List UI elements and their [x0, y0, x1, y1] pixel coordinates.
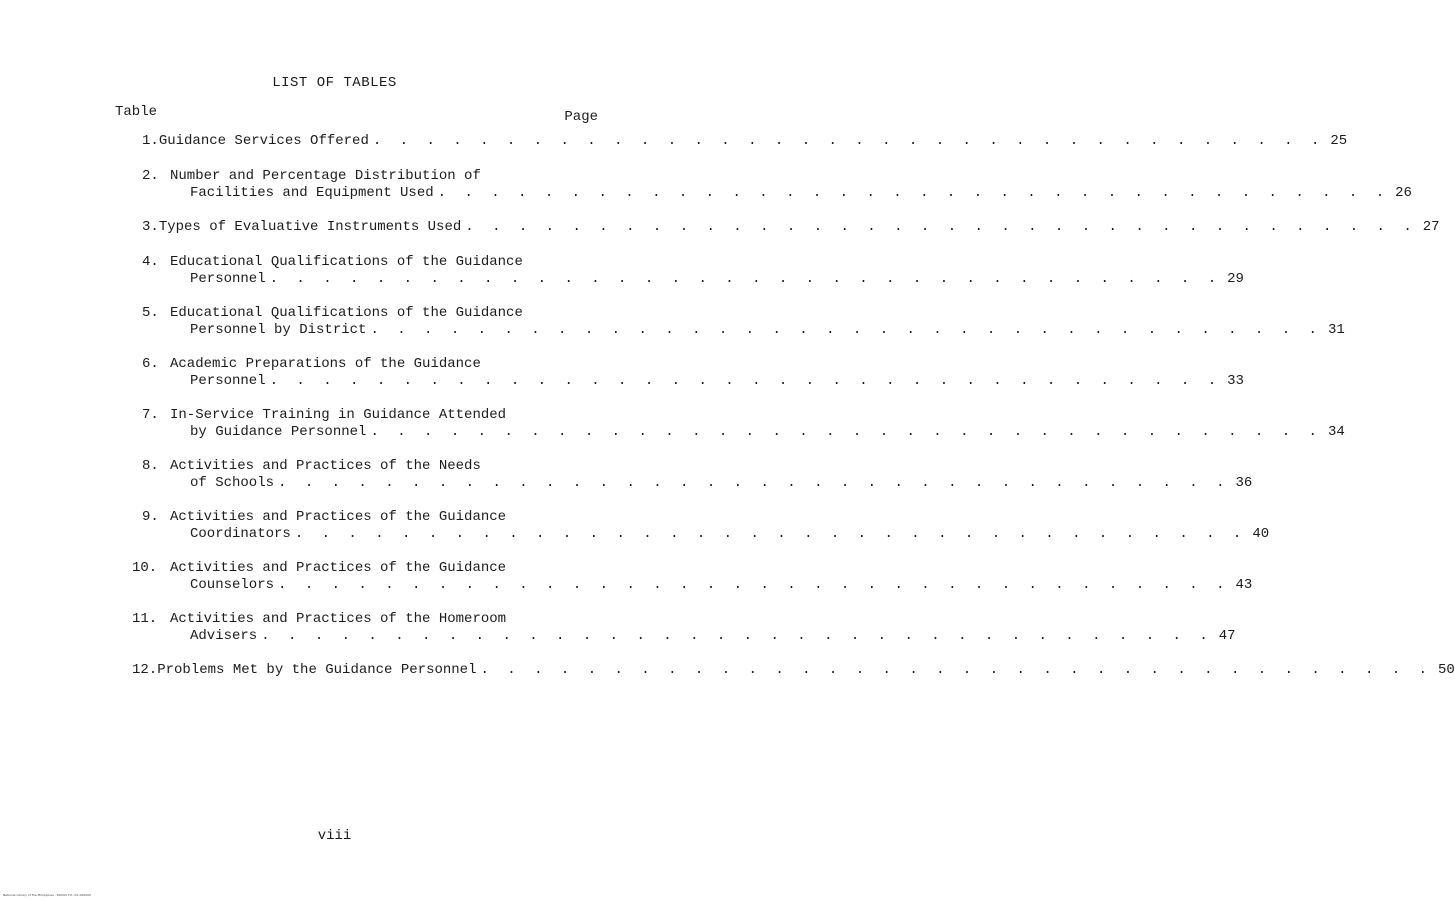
table-title-continued: of Schools: [190, 475, 275, 491]
toc-entry: [142, 407, 1345, 441]
dot-leader: . . . . . . . . . . . . . . . . . . . . . . . . . . . . . . . . . . . .: [480, 662, 1432, 678]
page-reference: 50: [1437, 662, 1455, 678]
table-title: Activities and Practices of the Guidance: [170, 560, 507, 576]
table-number: 2.: [142, 168, 159, 184]
page-column-header: Page: [564, 109, 598, 125]
table-number: 6.: [142, 356, 159, 372]
table-title: Academic Preparations of the Guidance: [170, 356, 481, 372]
toc-entry: [142, 168, 1412, 202]
table-number: 1.: [142, 133, 159, 149]
table-title-continued: Personnel: [190, 373, 266, 389]
table-title-continued: by Guidance Personnel: [190, 424, 367, 440]
page-reference: 33: [1227, 373, 1244, 389]
table-title-continued: Personnel by District: [190, 322, 367, 338]
table-title: Activities and Practices of the Needs: [170, 458, 481, 474]
table-number: 8.: [142, 458, 159, 474]
table-title: Educational Qualifications of the Guidance: [170, 254, 523, 270]
toc-entry: [132, 560, 1253, 594]
toc-entry: [132, 611, 1236, 645]
page-reference: 25: [1330, 133, 1348, 149]
dot-leader: . . . . . . . . . . . . . . . . . . . . . . . . . . . . . . . . . . . .: [278, 577, 1230, 593]
toc-entry: [142, 219, 1440, 236]
table-title: Problems Met by the Guidance Personnel: [157, 662, 477, 678]
table-title-continued: Counselors: [190, 577, 275, 593]
table-title: Activities and Practices of the Homeroom: [170, 611, 507, 627]
toc-entry: [142, 254, 1244, 288]
toc-entry: [142, 356, 1244, 390]
dot-leader: . . . . . . . . . . . . . . . . . . . . . . . . . . . . . . . . . . . .: [465, 219, 1417, 235]
table-number: 7.: [142, 407, 159, 423]
table-number: 10.: [132, 560, 158, 576]
dot-leader: . . . . . . . . . . . . . . . . . . . . . . . . . . . . . . . . . . . .: [269, 271, 1222, 287]
dot-leader: . . . . . . . . . . . . . . . . . . . . . . . . . . . . . . . . . . . .: [261, 628, 1213, 644]
table-of-contents: [132, 133, 1455, 679]
table-title: Activities and Practices of the Guidance: [170, 509, 507, 525]
table-title-continued: Coordinators: [190, 526, 291, 542]
table-number: 4.: [142, 254, 159, 270]
toc-entry: [142, 509, 1270, 543]
table-number: 9.: [142, 509, 159, 525]
page-reference: 34: [1327, 424, 1345, 440]
toc-entry: [132, 662, 1455, 679]
page-reference: 29: [1227, 271, 1244, 287]
table-number: 11.: [132, 611, 158, 627]
page-reference: 27: [1422, 219, 1440, 235]
table-title: Number and Percentage Distribution of: [170, 168, 481, 184]
table-title: Educational Qualifications of the Guidance: [170, 305, 523, 321]
table-column-header: Table: [115, 104, 158, 120]
page-reference: 36: [1235, 475, 1253, 491]
dot-leader: . . . . . . . . . . . . . . . . . . . . . . . . . . . . . . . . . . . .: [437, 185, 1390, 201]
table-number: 12.: [132, 662, 158, 678]
table-number: 5.: [142, 305, 159, 321]
page-reference: 26: [1395, 185, 1412, 201]
dot-leader: . . . . . . . . . . . . . . . . . . . . . . . . . . . . . . . . . . . .: [370, 322, 1322, 338]
toc-entry: [142, 458, 1253, 492]
table-title: Guidance Services Offered: [158, 133, 369, 149]
page-number: viii: [317, 828, 352, 844]
table-title-continued: Personnel: [190, 271, 266, 287]
toc-entry: [142, 133, 1348, 150]
dot-leader: . . . . . . . . . . . . . . . . . . . . . . . . . . . . . . . . . . . .: [278, 475, 1230, 491]
dot-leader: . . . . . . . . . . . . . . . . . . . . . . . . . . . . . . . . . . . .: [370, 424, 1322, 440]
archive-microprint: National Library of the Philippines · ROXAS T.P.: DL 000000: [3, 893, 91, 897]
page-title: LIST OF TABLES: [272, 75, 397, 91]
page-reference: 43: [1235, 577, 1253, 593]
table-title: In-Service Training in Guidance Attended: [170, 407, 507, 423]
toc-entry: [142, 305, 1345, 339]
table-title: Types of Evaluative Instruments Used: [158, 219, 462, 235]
page-reference: 31: [1327, 322, 1345, 338]
page-reference: 40: [1252, 526, 1270, 542]
table-title-continued: Facilities and Equipment Used: [190, 185, 434, 201]
dot-leader: . . . . . . . . . . . . . . . . . . . . . . . . . . . . . . . . . . . .: [269, 373, 1222, 389]
dot-leader: . . . . . . . . . . . . . . . . . . . . . . . . . . . . . . . . . . . .: [372, 133, 1325, 149]
table-number: 3.: [142, 219, 159, 235]
dot-leader: . . . . . . . . . . . . . . . . . . . . . . . . . . . . . . . . . . . .: [294, 526, 1247, 542]
table-title-continued: Advisers: [190, 628, 258, 644]
page-reference: 47: [1218, 628, 1236, 644]
